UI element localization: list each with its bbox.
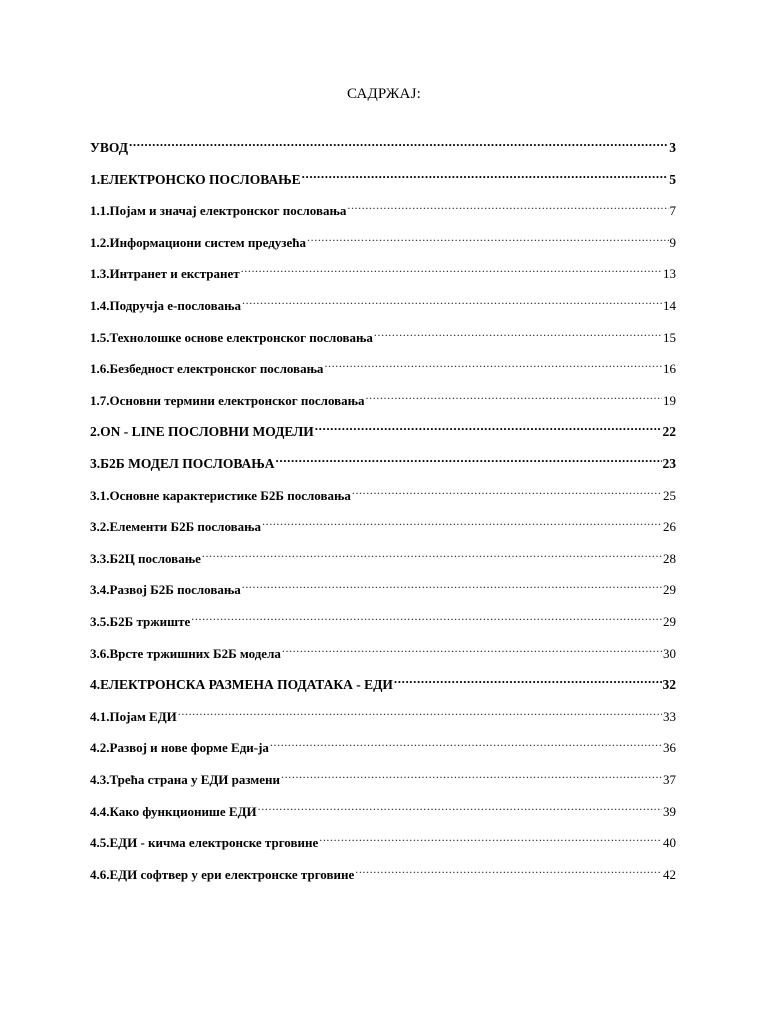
- toc-dot-leader: [352, 486, 662, 500]
- toc-page-number: 19: [663, 392, 676, 408]
- toc-section-entry[interactable]: [90, 549, 676, 569]
- toc-page-number: 36: [663, 740, 676, 756]
- toc-dot-leader: [307, 233, 668, 247]
- toc-entry-label: 3.6.Врсте тржишних Б2Б модела: [90, 645, 281, 661]
- toc-dot-leader: [262, 517, 662, 531]
- toc-dot-leader: [319, 833, 662, 847]
- toc-section-entry[interactable]: [90, 770, 676, 790]
- toc-page-number: 23: [662, 456, 676, 471]
- toc-page-number: 9: [669, 234, 676, 250]
- toc-dot-leader: [241, 264, 662, 278]
- toc-section-entry[interactable]: [90, 707, 676, 727]
- toc-section-entry[interactable]: [90, 612, 676, 632]
- toc-entry-label: 3.5.Б2Б тржиште: [90, 614, 191, 629]
- toc-section-entry[interactable]: [90, 738, 676, 758]
- toc-dot-leader: [302, 172, 669, 184]
- toc-entry-label: 1.1.Појам и значај електронског пословања: [90, 203, 347, 219]
- toc-entry-label: 4.ЕЛЕКТРОНСКА РАЗМЕНА ПОДАТАКА - ЕДИ: [90, 677, 393, 693]
- toc-page-number: 25: [663, 487, 676, 503]
- toc-entry-label: 1.2.Информациони систем предузећа: [90, 234, 307, 250]
- toc-page-number: 29: [663, 614, 676, 629]
- toc-dot-leader: [355, 865, 662, 879]
- toc-section-entry[interactable]: [90, 391, 676, 411]
- toc-page-number: 42: [663, 866, 676, 882]
- toc-section-entry[interactable]: [90, 865, 676, 885]
- toc-entry-label: 4.4.Како функционише ЕДИ: [90, 803, 257, 819]
- toc-page-number: 29: [663, 582, 676, 598]
- toc-section-entry[interactable]: [90, 359, 676, 379]
- toc-page-number: 32: [662, 677, 676, 693]
- toc-entry-label: 4.3.Трећа страна у ЕДИ размени: [90, 772, 281, 787]
- toc-page-number: 33: [663, 708, 676, 724]
- toc-section-entry[interactable]: [90, 296, 676, 316]
- toc-entry-label: 1.4.Подручја е-пословања: [90, 298, 241, 313]
- toc-entry-label: 1.3.Интранет и екстранет: [90, 266, 240, 282]
- toc-page-number: 15: [663, 329, 676, 345]
- toc-section-entry[interactable]: [90, 802, 676, 822]
- toc-page-number: 7: [669, 203, 676, 219]
- toc-dot-leader: [281, 770, 662, 784]
- toc-entry-label: 3.3.Б2Ц пословање: [90, 550, 201, 566]
- toc-page-number: 5: [669, 171, 676, 187]
- toc-dot-leader: [374, 328, 662, 342]
- toc-dot-leader: [324, 359, 662, 373]
- toc-entry-label: 4.2.Развој и нове форме Еди-ја: [90, 740, 269, 756]
- toc-page-number: 14: [663, 298, 676, 313]
- toc-page-number: 16: [663, 361, 676, 377]
- toc-chapter-entry[interactable]: [90, 170, 676, 190]
- toc-chapter-entry[interactable]: [90, 138, 676, 158]
- toc-entry-label: 1.6.Безбедност електронског пословања: [90, 361, 324, 377]
- toc-chapter-entry[interactable]: [90, 454, 676, 474]
- toc-section-entry[interactable]: [90, 517, 676, 537]
- toc-page-number: 39: [663, 803, 676, 819]
- toc-section-entry[interactable]: [90, 201, 676, 221]
- toc-entry-label: 4.6.ЕДИ софтвер у ери електронске трговине: [90, 866, 355, 882]
- toc-page-number: 26: [663, 519, 676, 535]
- toc-page-number: 40: [663, 835, 676, 851]
- toc-section-entry[interactable]: [90, 486, 676, 506]
- toc-section-entry[interactable]: [90, 580, 676, 600]
- toc-entry-label: 1.ЕЛЕКТРОНСКО ПОСЛОВАЊЕ: [90, 171, 301, 187]
- toc-title: САДРЖАЈ:: [346, 86, 421, 102]
- toc-section-entry[interactable]: [90, 264, 676, 284]
- toc-dot-leader: [315, 424, 662, 436]
- toc-entry-label: 3.1.Основне карактеристике Б2Б пословања: [90, 487, 351, 503]
- toc-page-number: 13: [663, 266, 676, 282]
- toc-dot-leader: [276, 456, 662, 468]
- toc-entry-label: 3.2.Елементи Б2Б пословања: [90, 519, 262, 535]
- toc-entry-label: УВОД: [90, 140, 129, 155]
- toc-entry-label: 3.4.Развој Б2Б пословања: [90, 582, 241, 598]
- toc-page-number: 30: [663, 645, 676, 661]
- toc-dot-leader: [129, 140, 668, 152]
- toc-page-number: 28: [663, 550, 676, 566]
- toc-entry-label: 1.5.Технолошке основе електронског пословања: [90, 329, 373, 345]
- toc-section-entry[interactable]: [90, 328, 676, 348]
- toc-entry-label: 3.Б2Б МОДЕЛ ПОСЛОВАЊА: [90, 456, 275, 471]
- toc-dot-leader: [242, 580, 662, 594]
- toc-dot-leader: [270, 738, 662, 752]
- toc-entry-label: 2.ON - LINE ПОСЛОВНИ МОДЕЛИ: [90, 424, 314, 440]
- toc-section-entry[interactable]: [90, 644, 676, 664]
- toc-dot-leader: [242, 296, 662, 310]
- toc-chapter-entry[interactable]: [90, 675, 676, 695]
- toc-dot-leader: [258, 802, 662, 816]
- toc-dot-leader: [202, 549, 662, 563]
- toc-dot-leader: [394, 677, 662, 689]
- toc-page-number: 37: [663, 772, 676, 787]
- toc-entry-label: 4.5.ЕДИ - кичма електронске трговине: [90, 835, 319, 851]
- toc-entry-label: 1.7.Основни термини електронског пословања: [90, 392, 365, 408]
- toc-dot-leader: [366, 391, 662, 405]
- toc-dot-leader: [178, 707, 662, 721]
- toc-entry-label: 4.1.Појам ЕДИ: [90, 708, 177, 724]
- toc-page-number: 3: [669, 140, 676, 155]
- toc-dot-leader: [347, 201, 668, 215]
- toc-dot-leader: [282, 644, 662, 658]
- toc-chapter-entry[interactable]: [90, 422, 676, 442]
- toc-dot-leader: [191, 612, 662, 626]
- toc-section-entry[interactable]: [90, 233, 676, 253]
- toc-section-entry[interactable]: [90, 833, 676, 853]
- toc-page-number: 22: [662, 424, 676, 440]
